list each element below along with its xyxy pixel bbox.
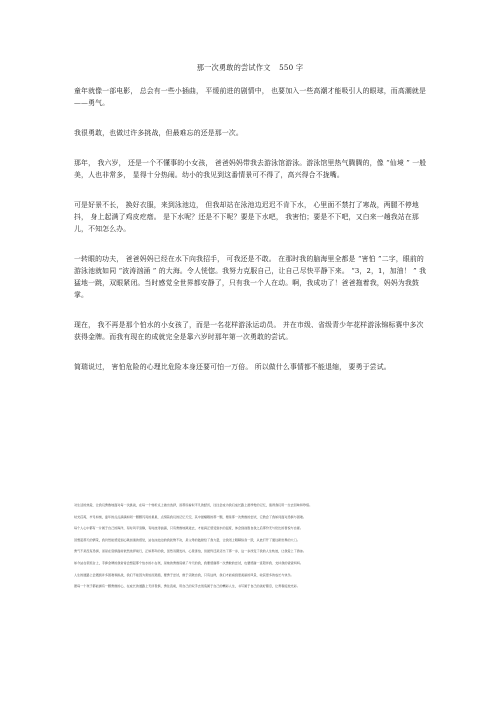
- fine-print-line: 如今站在领奖台上，手捧金牌的我常常会想起那个怕水的小女孩，是她的勇敢造就了今天的我，我要感谢那一次勇敢的尝试，也要感谢一直陪伴我、支持我的爸爸妈妈。: [74, 560, 303, 565]
- paragraph-7: 简瑞说过， 害怕危险的心理比危险本身还要可怕一万倍。 所以做什么事情都不能退缩， 要勇于尝试。: [74, 363, 391, 371]
- paragraph-5: 一转眼的功夫， 爸爸妈妈已经在水下向我招手， 可我还是不敢。 在那时我的脑海里全都是 “害怕 ”二字，眼前的游泳池就如同 “波涛汹涌 ” 的大海。令人恍惚。我努力克服自己，让自己尽快平静下来。 “3，2，1，加油！ ” 我猛地一跳，双眼紧闭。当时感觉全世界都安静了，只有我一个人在动。啊，我成功了！爸爸拖着我，妈妈为我鼓掌。: [74, 255, 427, 299]
- fine-print-line: 愿每一个孩子都能拥有一颗勇敢的心，在成长的道路上无所畏惧，勇往直前，用自己的双手去创造属于自己的精彩人生，书写属于自己的美好篇章，让青春绽放光彩。: [74, 584, 300, 589]
- essay-body: [74, 85, 428, 391]
- fine-print-line: 每个人心中都有一片属于自己的海洋，有时风平浪静，有时波涛汹涌，只有勇敢地跳进去，才能真正感受到水的温度，体会到战胜自我之后那份无与伦比的喜悦与自豪。: [74, 526, 303, 531]
- word-count: 550 字: [279, 63, 304, 72]
- paragraph-2: 我很勇敢，也做过许多挑战，但最难忘的还是那一次。: [74, 129, 243, 137]
- paragraph-3: 那年， 我六岁， 还是一个不懂事的小女孩， 爸爸妈妈带我去游泳馆游泳。游泳馆里热气腾腾的，像 “仙境 ” 一般美，人也非常多， 显得十分热闹。幼小的我见到这番情景可不得了，高兴得合不拢嘴。: [74, 159, 427, 179]
- fine-print-line: 对生活的热爱，让我们勇敢地面对每一次挑战，在每一个转折点上做出选择，而那些看似平凡的经历，往往会成为我们成长路上最珍贵的记忆，值得我们用一生去回味和珍惜。: [74, 503, 313, 507]
- page-title: [0, 63, 500, 73]
- fine-print-section: [74, 503, 428, 596]
- essay-title: 那一次勇敢的尝试作文: [196, 63, 271, 72]
- paragraph-1: 童年就像一部电影， 总会有一些小插曲， 平缓前进的剧情中， 也要加入一些高潮才能吸引人的眼球，而高潮就是 ——勇气。: [74, 87, 427, 107]
- fine-print-line: 回想起那天的情景，我仍然能感受到心跳加速的感觉，站在泳池边的我犹豫不决，是父母的鼓励给了我力量，让我闭上眼睛纵身一跃，从此打开了通往新世界的大门。: [74, 537, 300, 542]
- fine-print-line: 时光荏苒，岁月如梭，童年的点点滴滴如同一颗颗闪亮的星星，点缀着我们的记忆天空，其中最耀眼的那一颗，便是那一次勇敢的尝试，它教会了我如何面对恐惧与困难。: [74, 514, 307, 519]
- paragraph-6: 现在， 我不再是那个怕水的小女孩了，而是一名花样游泳运动员。 并在市级、省级青少年花样游泳锦标赛中多次获得金牌。而我有现在的成就完全是靠六岁时那年第一次勇敢的尝试。: [74, 321, 424, 341]
- paragraph-4: 可是好景不长， 换好衣服，来到泳池边， 但我却站在泳池边迟迟不肯下水， 心里面不禁打了寒战，两腿不停地抖， 身上起满了鸡皮疙瘩。 是下水呢？还是不下呢？要是下水吧， 我害怕；要是不下吧，又白来一趟我站在那儿，不知怎么办。: [74, 201, 419, 233]
- fine-print-line: 勇气不是没有恐惧，而是在恐惧面前依然选择前行，正如那年的我，虽然双腿发抖，心里害怕，但最终还是迈出了那一步，这一步改变了我的人生轨迹，让我爱上了游泳。: [74, 549, 307, 554]
- fine-print-line: 人生的道路上会遇到许多困难和挑战，我们不能因为害怕而退缩，要勇于尝试，敢于突破自我，只有这样，我们才能看到更美丽的风景，收获更多的成长与快乐。: [74, 572, 294, 577]
